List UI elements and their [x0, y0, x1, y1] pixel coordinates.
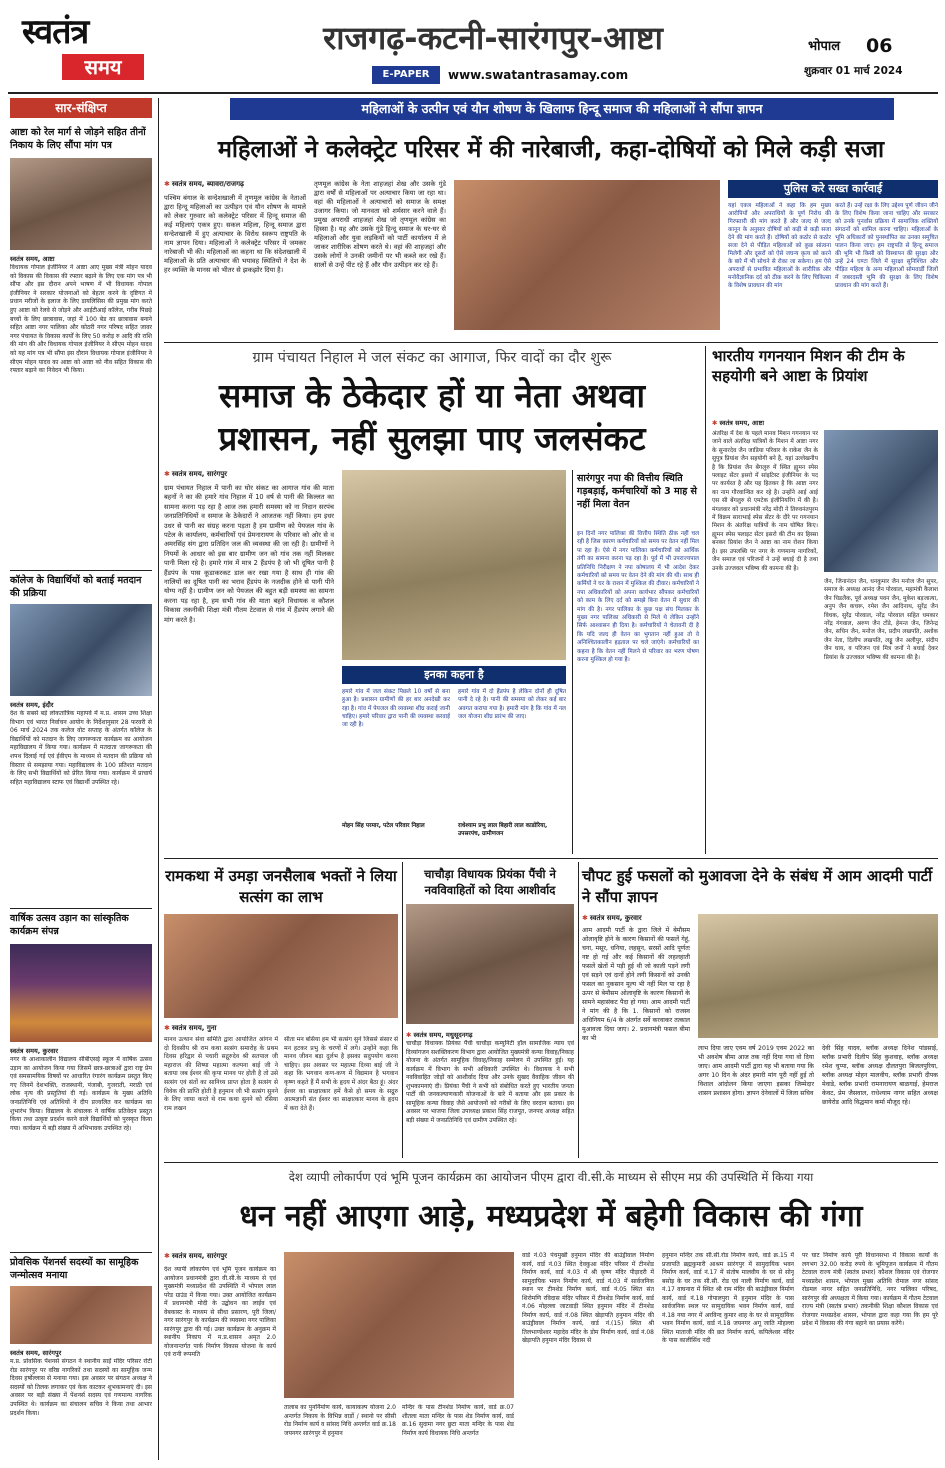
lead-photo — [454, 180, 720, 330]
isro-byline — [712, 418, 912, 427]
chachoda-byline-text: स्वतंत्र समय, मधुसूदनगढ़ — [413, 1031, 473, 1039]
aap-col2: लाभ दिया जाए एवम वर्ष 2019 एवम 2022 का भी अवशेष बीमा आज तक नहीं दिया गया वो दिया जाए। आम आदमी पार्टी द्वारा यह भी बताया गया कि अगर 10 दिन के अंदर हमारी मांग पूरी नहीं हुई तो विशाल आंदोलन किया जाएगा इसका जिम्मेदार शासन प्रशासन होगा। ज्ञापन देनेवालों में जिला सचिव — [698, 1045, 814, 1097]
dev-kicker: देश व्यापी लोकार्पण एवं भूमि पूजन कार्यक्रम का आयोजन पीएम द्वारा वी.सी.के माध्यम से सीएम मप्र की उपस्थिति में किया गया — [288, 1170, 814, 1184]
sidebar-divider — [10, 908, 152, 909]
dev-col2: तालाब का पुनर्निर्माण कार्य, कायाकल्प योजना 2.0 अन्तर्गत निकाय के विभिन्न वार्डो / स्थानो पर सीसी रोड निर्माण कार्य व सांसद निधि अन्तर्गत वार्ड क्र.18 जयनगर सारंगपुर में हनुमान — [284, 1404, 396, 1437]
chachoda-byline — [406, 1030, 574, 1039]
sidebar-item-text: म.प्र. प्रोवसिक पेंशनर्स संगठन ने स्थानीय साईं मंदिर परिसर रोटी रोड सारंगपुर पर वरिष्ठ नागरिकों तथा सदस्यों का सामूहिक जन्म दिवस हर्षोल्लास से मनाया गया। इस अवसर पर संगठन अध्यक्ष ने सदस्यों को तिलक लगाकर एवं केक काटकर शुभकामनाएं दी। इस अवसर पर बड़ी संख्या में पेंशनर्स सदस्य एवं गणमान्य नागरिक उपस्थित थे। कार्यक्रम का संचालन सचिव ने किया तथा आभार प्रदर्शन किया। — [10, 1358, 152, 1417]
lead-side-col2: करते हैं। उन्हें रक्षा के लिए उद्देश्य पूर्ण जीवन जीने के लिए विशेष किया जाना चाहिए और सरकार को उनके पुनर्वास प्रक्रिया में सामाजिक शक्तियों संगठनों को शामिल करना चाहिए। महिलाओं के भूमि अधिकारों को पुनर्स्थापित का उनका समुचित पालन किया जाए। हम राष्ट्रपति से हिन्दू समाज की भूमि भी किसी को विस्थापन की सुरक्षा और उन्हें 24 घण्टा जिले में सुरक्षा सुनिश्चित और पीड़ित महिला के अन्य महिलाओं सोमवार्डी जिलों में जबरदस्ती भूमि की सुरक्षा के लिए विशेष प्रावधान की मांग करते हैं। — [835, 203, 938, 289]
water-quote-head: इनका कहना है — [342, 666, 566, 684]
water-byline — [164, 470, 364, 479]
chachoda-story — [406, 862, 574, 1158]
dev-col4: वार्ड नं.03 पंचमुखी हनुमान मंदिर की बाउंड्रीवाल निर्माण कार्य, वार्ड नं.03 स्थित देवकुआ मंदिर परिसर में टीनशेड निर्माण कार्य, वार्ड नं.03 में श्री कृष्ण मंदिर पीड़ादरी में सामुदायिक भवन निर्माण कार्य, वार्ड नं.03 में सार्वजनिक स्थान पर टीनशेड निर्माण कार्य, वार्ड नं.05 स्थित संत शिरोमणि रविदास मंदिर परिसर में टीनशेड निर्माण कार्य, वार्ड नं.06 मोहल्ला जाटवाड़ी स्थित हनुमान मंदिर में टीनशेड निर्माण कार्य, वार्ड नं.08 स्थित खेड़ापति हनुमान मंदिर की बाउंड्रीवाल निर्माण कार्य, वार्ड नं.(15) स्थित श्री तिलभाण्डेश्वर महादेव मंदिर के डोम निर्माण कार्य, वार्ड नं.08 खेड़ापति हनुमान मंदिर दिवास से — [522, 1252, 654, 1344]
page-number: 06 — [866, 35, 893, 57]
dev-photo — [284, 1252, 514, 1398]
water-quote2-name: राधेश्याम प्रभु लाल बिहारी लाल काडोरिया, उपसरपंच, ग्रामीणजन — [458, 823, 548, 837]
ramkatha-col2: सीता मन बसिया हम भी सत्संग सुने जिससे संसार से मन हटकर प्रभु के चरणों में लगे। उन्होंने कहा कि मानव जीवन बड़ा दुर्लभ है इसका सदुपयोग करना चाहिए। इस अवसर पर महात्मा दिव्या बाई जी ने कहा कि भगवान कण-कण में विद्यमान है भगवान कृष्ण कहते हैं मैं सभी के हृदय में अंदर बैठा हूं। अंदर ईश्वर का साक्षात्कार हमें कैसे हो समय के सद्गुरु आत्मज्ञानी संत ईश्वर का साक्षात्कार मानव के हृदय में करा देते हैं। — [284, 1036, 398, 1112]
chachoda-text: चाचौड़ा विधायक प्रियंका पैंची चाचौड़ा कम्युनिटी हॉल सामाजिक न्याय एवं दिव्यांगजन सशक्तिकरण विभाग द्वारा आयोजित मुख्यमंत्री कन्या विवाह/निकाह योजना के अंतर्गत सामूहिक विवाह/निकाह सम्मेलन में उपस्थित हुई। यह कार्यक्रम में विभाग के सभी अधिकारी उपस्थित थे। विधायक ने सभी नवविवाहित जोड़ों को आशीर्वाद दिया और उनके सुखद वैवाहिक जीवन की शुभकामनाएं दी। प्रियंका पैंची ने सभी को संबोधित करते हुए भारतीय जनता पार्टी की जनकल्याणकारी योजनाओं के बारे में बताया और इस प्रकार के सामूहिक कन्या विवाह जैसे आयोजनों को गरीबों के लिए वरदान बताया। इस अवसर पर भाजपा जिला उपाध्यक्ष प्रकाश सिंह राजपूत, जनपद अध्यक्ष सहित बड़ी संख्या में जनप्रतिनिधि एवं ग्रामीण उपस्थित रहे। — [406, 1040, 574, 1124]
ramkatha-headline: रामकथा में उमड़ा जनसैलाब भक्तों ने लिया सत्संग का लाभ — [165, 867, 397, 906]
sidebar-item-headline: कॉलेज के विद्यार्थियों को बताई मतदान की प्रक्रिया — [10, 575, 142, 599]
ramkatha-photo — [164, 914, 398, 1018]
dev-byline-text: स्वतंत्र समय, सारंगपुर — [171, 1252, 228, 1260]
lead-side-head: पुलिस करे सख्त कार्रवाई — [728, 180, 938, 198]
aap-story — [582, 862, 938, 1158]
aap-col1: आम आदमी पार्टी के द्वारा जिले में बेमौसम ओलावृष्टि होने के कारण किसानों की फसलें गेहूं, चना, मसूर, धनिया, लहसुन, सरसों आदि पूर्णतः नष्ट हो गई और कई किसानों की लहलहाती फसलें खेतों में पड़ी हुई थी जो काली पड़ने लगी एवं सड़ने एवं दानों होने लगी किसानों को उनकी फसल का नुकसान मूल्य भी नहीं मिल पा रहा है ऊपर से बेमौसम ओलावृष्टि के कारण किसानों के सामने महासंकट पैदा हो गया। आम आदमी पार्टी ने मांग की है कि 1. किसानों को राजस्व अधिनियम 6/4 के अंतर्गत सर्वे करवाकर तत्काल मुआवजा दिया जाए। 2. प्रधानमंत्री फसल बीमा का भी — [582, 927, 690, 1042]
dev-col3: मन्दिर के पास टीनशेड निर्माण कार्य, वार्ड क्र.07 शीतला माता मन्दिर के पास शेड निर्माण कार्य, वार्ड क्र.16 सुदामा नगर छुटा माता मन्दिर के पास शेड निर्माण कार्य विधायक निधि अन्तर्गत — [402, 1404, 514, 1437]
logo-top-text: स्वतंत्र — [22, 12, 89, 52]
issue-date: शुक्रवार 01 मार्च 2024 — [804, 65, 903, 77]
lead-story — [164, 98, 938, 338]
sidebar-item-text: नगर के आशाकालीन विद्यालय सीबीएसई स्कूल में वार्षिक उत्सव उड़ान का आयोजन किया गया जिसमें छात्र-छात्राओं द्वारा राष्ट्र प्रेम एवं समसामयिक विषयों पर आधारित रंगारंग कार्यक्रम प्रस्तुत किए गए जिनमें देशभक्ति, राजस्थानी, पंजाबी, गुजराती, मराठी एवं लोक नृत्य की प्रस्तुतियां दी गई। कार्यक्रम के मुख्य अतिथि जनप्रतिनिधि एवं अतिथियों ने दीप प्रज्वलित कर कार्यक्रम का शुभारंभ किया। विद्यालय के संचालक ने वार्षिक प्रतिवेदन प्रस्तुत किया तथा उत्कृष्ट प्रदर्शन करने वाले विद्यार्थियों को पुरस्कृत किया गया। कार्यक्रम में बड़ी संख्या में अभिभावक उपस्थित रहे। — [10, 1056, 152, 1132]
column-rule-chachoda — [402, 862, 403, 1158]
lead-byline-text: स्वतंत्र समय, ब्यावरा/राजगढ़ — [171, 180, 244, 188]
aap-col3: देवी सिंह यादव, ब्लॉक अध्यक्ष दिनेश पांडसाई, ब्लॉक प्रभारी दिलीप सिंह कुशवाह, ब्लॉक अध्यक्ष रमेश चुप्पा, ब्लॉक अध्यक्ष दौलतपुरा बिजलपुरिया, ब्लॉक अध्यक्ष मोहन मालवीय, ब्लॉक प्रभारी दीपक मेवाडे, ब्लॉक प्रभारी रामनारायण बाळगाई, हेमराज केवट, प्रेम जैसवाल, राधेश्याम नागर सहित अध्यक्ष छायेरोड आदि विद्धमान कर्मा मौजूद रहे। — [822, 1045, 938, 1106]
nagarpalika-headline: सारंगपुर नपा की वित्तीय स्थिति गड़बड़ाई, कर्मचारियों को 3 माह से नहीं मिला वेतन — [577, 473, 697, 510]
lead-col1: पश्चिम बंगाल के सन्देशखाली में तृणमूल कांग्रेस के नेताओं द्वारा हिन्दू महिलाओं का उत्पीड़न एवं यौन शोषण के मामले को लेकर गुरुवार को कलेक्ट्रेट परिसर में हिन्दू समाज की कई महिलाएं एकत्र हुए। सकल महिला, हिन्दू समाज द्वारा सन्देशखाली में हुए अत्याचार के विरोध स्वरूप राष्ट्रपति के नाम ज्ञापन दिया। महिलाओं ने कलेक्ट्रेट परिसर में जमकर नारेबाजी भी की। महिलाओं का कहना था कि संदेशखाली में महिलाओं के प्रति अत्याचार की भयावह स्थितियों ने देश के हर व्यक्ति के मानस को भीतर से झकझोर दिया है। — [164, 194, 306, 274]
water-byline-text: स्वतंत्र समय, सारंगपुर — [171, 470, 228, 478]
sidebar-divider — [10, 1252, 152, 1253]
water-quote1: हमारे गांव में जल संकट पिछले 10 वर्षों से बना हुआ है। प्रशासन ग्रामीणों की हर बार अनदेखी कर रहा है। गांव में पेयजल की व्यवस्था शीघ्र कराई जानी चाहिए। हमारे परिवार द्वारा पानी की व्यवस्था करवाई जा रही है। — [342, 689, 450, 729]
column-rule-isro — [705, 346, 706, 854]
water-text: ग्राम पंचायत निहाल में पानी का घोर संकट का आगाज गांव की माता बहनों ने का की हमारे गांव निहाल में 10 वर्ष से पानी की किल्लत का सामना करना पड़ रहा है आज तक हमारी समस्या को ना निदान सरपंच जनप्रतिनिधियों व समाज के ठेकेदारों ने आजतक नहीं किया। हम इधर उधर से पानी का संग्रह करना पड़ता है हम ग्रामीण को पेयजल गांव के पटेल के कार्यालय, कर्मचारियों एवं प्रेमनारायण के परिवार को ओर से व अमरसिंह संग द्वारा प्रतिदिन जल की व्यवस्था की जा रही है। ग्रामीणों ने नियमों के आधार को इस बार ग्रामीण जन को गांव तक नहीं मिलकर पानी मिला रहे है। हमारे गांव में मात्र 2 हैंडपंप है जो भी दूषित पानी है हैंडपंप के पास कूडाकरकट डाल कर रखा गया है साथ ही गांव की नालियों का दूषित पानी का भराव हैंडपंप के नजदीक होने से पानी पीने योग्य नहीं है। ग्रामीण जन को पेयजल की बहुत बड़ी समस्या का सामना करना पड़ रहा है, हम सभी गांव की माता बहने विधायक व कौशल विकास तकनीकी शिक्षा मंत्री गौतम टेटवाल से गांव में हैंडपंप लगाने की मांग करते है। — [164, 484, 334, 624]
water-headline: समाज के ठेकेदार हों या नेता अथवा प्रशासन, नहीं सुलझा पाए जलसंकट — [218, 376, 646, 458]
masthead-divider — [8, 92, 938, 94]
chachoda-photo — [406, 904, 574, 1024]
sidebar-item-text: विधायक गोपाल इंजीनियर ने आष्टा आए मुख्य मंत्री मोहन यादव को विकास की विकास की रफ्तार बढ़ाने के लिए एक मांग पत्र भी सौंपा और इस दौरान अपने भाषण में भी विधायक गोपाल इंजीनियर ने सरकार योजनाओं को बेहतर करने के दृष्टिगत में प्रधान मरीजों के इलाज के लिए डायलिसिस की प्रमुख मांग करते हुए आष्टा को रेलवे से जोड़ने और आईटीआई कॉलेज, गरीब पिछड़े बच्चों के लिए छात्रावास, जहां में 100 बेड का छात्रावास बनाने सहित आष्टा नगर पालिका और कोठरी नगर परिषद सहित जावर नगर पंचायत के विकास कार्यों के लिए 50 करोड़ रु आदि की राशि की मांग की और विधायक गोपाल इंजीनियर ने सीएम मोहन यादव को यह मांग पत्र भी सौंपा इस दौरान विधायक गोपाल इंजीनियर ने सीएम मोहन यादव का आष्टा को आष्टा को नीव सहित विकास की रफ्तार बढ़ाने का निवेदन भी किया। — [10, 264, 152, 375]
sidebar-photo-stage — [10, 944, 152, 1042]
sidebar-item-byline: स्वतंत्र समय, इंदौर — [10, 701, 54, 709]
byline-star-icon: ✱ — [406, 1031, 412, 1039]
water-quote2: हमारे गांव में दो हैंडपंप है लेकिन दोनों ही दूषित पानी दे रहे है। पानी की समस्या को लेकर कई बार अवगत कराया गया है। हमारी मांग है कि गांव में नल जल योजना शीघ्र प्रारंभ की जाए। — [458, 689, 566, 720]
ramkatha-col1: मानव उत्थान सेवा समिति द्वारा आयोजित आंगन में दो दिवसीय श्री राम कथा सत्संग समारोह के प्रथम दिवस हरिद्वार से पधारी सद्गुरुदेव श्री सतपाल जी महाराज की शिष्या महात्मा कल्पना बाई जी ने बताया जब ईश्वर की कृपा मानव पर होती है तो उसे सत्संग एवं संतों का सानिध्य प्राप्त होता है सत्संग से विवेक की प्राप्ति होती है हनुमान जी भी सत्संग सुनने के लिए जाया करते थे राम कथा सुनने को रसिया राम लखन — [164, 1036, 278, 1112]
lead-col2: तृणमूल कांग्रेस के नेता शाहजहां शेख और उसके गुंडे द्वारा वर्षों से महिलाओं पर अत्याचार किया जा रहा था। वहां की महिलाओं ने अत्याचारों को समाज के समक्ष उजागर किया। जो मानवता को शर्मसार करने वाले हैं। प्रमुख अपराधी शाहजहां शेख जो तृणमूल कांग्रेस का हिस्सा है। यह और उसके गुंडे हिन्दू समाज के घर-घर से महिलाओं और युवा लड़कियों को पार्टी कार्यालय में ले जाकर शारीरिक शोषण करते थे। वहां की शाहजहां और उसके लोगों ने उनकी जमीनों पर भी कब्जे कर रखे हैं। सालों से उन्हें पीट रहे हैं और यौन उत्पीड़न कर रहे हैं। — [314, 180, 446, 269]
aap-headline: चौपट हुई फसलों को मुआवजा देने के संबंध में आम आदमी पार्टी ने सौंपा ज्ञापन — [582, 867, 933, 906]
epaper-label: E-PAPER — [372, 66, 440, 84]
isro-photo — [824, 430, 938, 572]
aap-byline-text: स्वतंत्र समय, कुरवार — [589, 914, 642, 922]
byline-star-icon: ✱ — [712, 419, 718, 427]
lead-banner: महिलाओं के उत्पीन एवं यौन शोषण के खिलाफ हिन्दू समाज की महिलाओं ने सौंपा ज्ञापन — [230, 98, 894, 120]
dev-headline: धन नहीं आएगा आड़े, मध्यप्रदेश में बहेगी विकास की गंगा — [239, 1199, 863, 1234]
website-link[interactable]: www.swatantrasamay.com — [448, 68, 629, 82]
isro-byline-text: स्वतंत्र समय, आष्टा — [719, 419, 765, 427]
ramkatha-byline — [164, 1024, 364, 1033]
water-kicker: ग्राम पंचायत निहाल मे जल संकट का आगाज, फिर वादों का दौर शुरू — [252, 350, 612, 366]
nagarpalika-text: इन दिनों नगर पालिका की वित्तीय स्थिति ठीक नहीं चल रही है जिस कारण कर्मचारियों को समय पर वेतन नहीं मिल पा रहा है। ऐसे में नगर पालिका कर्मचारियों को आर्थिक तंगी का सामना करना पड़ रहा है। पूर्व में भी उपराज्यपाल प्रतिनिधि निरीक्षण ने नपा कोषालय में भी आदेश देकर कर्मचारियों को समय पर वेतन देने की मांग की थी। साथ ही कर्मियों ने घर के राशन में मुश्किल की दीवार। कर्मचारियों ने नपा अधिकारियों को अपना कार्यभार सौंपकर कर्मचारियों को काम के लिए दर्द को समझे बिना वेतन में सुधार की मांग की है। नगर पालिका के कुछ पक्ष संघ मिलकर के मुख्य नगर पालिका अधिकारी से मिले थे लेकिन उन्होंने सिर्फ आश्वासन ही दिया है। कर्मचारियों ने चेतावनी दी है कि यदि जल्द ही वेतन का भुगतान नहीं हुआ तो वे अनिश्चितकालीन हड़ताल पर चले जाएंगे। कर्मचारियों का कहना है कि वेतन नहीं मिलने से परिवार का भरण पोषण करना मुश्किल हो गया है। — [577, 531, 699, 664]
sidebar-column-rule — [158, 98, 159, 1460]
dev-col6: पर घाट निर्माण कार्य पूरी विधानसभा में विकास कार्यों के लगभग 32.00 करोड़ रुपये के भूमिपूजन कार्यक्रम में गौतम टेटवाल राज्य मंत्री (स्वतंत्र प्रभार) कौशल विकास एवं रोजगार मध्यप्रदेश शासन, भोपाल मुख्य अतिथि रोमाल नगर सांसद रोडमल नागर सहित जनप्रतिनिधि, नगर पालिका परिषद, सारंगपुर की अध्यक्षता में किया गया। कार्यक्रम में गौतम टेटवाल राज्य मंत्री (स्वतंत्र प्रभार) तकनीकी शिक्षा कौशल विकास एवं रोजगार मध्यप्रदेश शासन, भोपाल द्वारा कहा गया कि हम पूरे प्रदेश में विकास की गंगा बहाने का प्रयास करेंगे। — [802, 1252, 938, 1327]
sidebar-photo-pensioners — [10, 1286, 152, 1344]
city-label: भोपाल — [808, 39, 841, 54]
sidebar — [10, 98, 152, 1460]
water-photo — [342, 470, 566, 660]
edition-title: राजगढ़-कटनी-सारंगपुर-आष्टा — [323, 19, 663, 57]
sidebar-item-byline: स्वतंत्र समय, कुरवार — [10, 1047, 59, 1055]
sidebar-item-byline: स्वतंत्र समय, सारंगपुर — [10, 1349, 62, 1357]
byline-star-icon: ✱ — [582, 914, 588, 922]
masthead — [0, 0, 945, 92]
ramkatha-story — [164, 862, 398, 1158]
byline-star-icon: ✱ — [164, 180, 170, 188]
sidebar-photo-college — [10, 604, 152, 696]
isro-headline: भारतीय गगनयान मिशन की टीम के सहयोगी बने आष्टा के प्रियांश — [712, 347, 905, 385]
dev-story — [164, 1166, 938, 1460]
nagarpalika-story — [572, 470, 698, 854]
dev-divider — [164, 1162, 938, 1163]
isro-text: अंतरिक्ष में देश के पहले मानव मिशन गगनयान पर जाने वाले अंतरिक्ष यात्रियों के मिशन में आष्टा नगर के सुनारदेव जैन जाडिया परिवार के राकेश जैन के सुपुत्र प्रियांश जैन सहयोगी बने है, यहां उल्लेखनीय है कि प्रियांश जैन बेंगलुरु में स्थित ह्यूमन स्पेस फ्लाइट सेंटर इसरो में सांइटिस्ट इंजीनियर के पद पर कार्यरत है और यह हितकर है कि आष्टा नगर का नाम गौरवान्वित कर रहे है। उन्होंने आई आई एस सी बेंगलुरु से एमटेक इंजीनियरिंग में की है। मंगलवार को प्रधानमंत्री नरेंद्र मोदी ने तिरुवनंतपुरम में विक्रम साराभाई स्पेस सेंटर के दौरे पर गगनयान मिशन के अंतरिक्ष यात्रियों के नाम घोषित किए। ह्यूमन स्पेस फ्लाइट सेंटर इसरो की टीम का हिस्सा बनकर प्रियांश जैन ने आष्टा का नाम रोशन किया है। इस उपलब्धि पर नगर के गणमान्य नागरिकों, जैन समाज एवं परिजनों ने उन्हें बधाई दी है तथा उनके उज्जवल भविष्य की कामना की है। — [712, 431, 818, 572]
lead-side-col1: यहां एकत्र महिलाओं ने कहा कि हम मुख्य आरोपियों और अपराधियों के पूर्ण निरोध की गिरफ्तारी की मांग करते हैं और जल्द से जल्द कानून के अनुसार दोषियों को कड़ी से कड़ी सजा देने की मांग करते हैं। दोषियों को कठोर से कठोर सजा देने से पीड़ित महिलाओं को कुछ सांत्वना मिलेगी और दूसरों को ऐसे जघन्य कृत्य को करने के बारे में भी सोचने से रोका जा सकेगा। हम ऐसे अपराधों से प्रभावित महिलाओं के शारीरिक और मनोवैज्ञानिक दर्द को ठीक करने के लिए चिकित्सा के विशेष प्रावधान की मांग — [728, 203, 831, 289]
water-quote1-name: मोहन सिंह परमार, पटेल परिवार निहाल — [342, 823, 425, 829]
column-rule-aap — [578, 862, 579, 1158]
dev-col5: हनुमान मन्दिर तक सी.सी.रोड निर्माण कार्य, वार्ड क्र.15 में प्रजापति ब्रह्मकुमारी आश्रम सारंगपुर में सामुदायिक भवन निर्माण कार्य, वार्ड नं.17 में संतोष मालवीय के घर से सोनू बसोड़ के घर तक सी.सी. रोड एवं नाली निर्माण कार्य, वार्ड नं.17 वाघनारा में स्थित श्री राम मंदिर की बाउंड्रीवाल निर्माण कार्य, वार्ड नं.18 गोपालपुरा में हनुमान मंदिर के पास सार्वजनिक स्थल पर सामुदायिक भवन निर्माण कार्य, वार्ड नं.18 नया नगर में अरविन्द कुमार शाह के घर से सामुदायिक भवन निर्माण कार्य, वार्ड नं.18 जयनगर अगू जाति मोहल्ला स्थित माताजी मंदिर की छत निर्माण कार्य, कपिलेश्वर मंदिर के पास कालीसिंध नदी — [662, 1252, 794, 1344]
epaper-bar — [372, 66, 772, 84]
isro-names: जैन, जिनानंदन जैन, धनकुमार जैन मनोज जैन सुपर, समाज के अध्यक्ष आनंद जैन पोरवाल, महामंत्री कैलाश जैन चिडलैक, पूर्व अध्यक्ष पवन जैन, मुकेश बड़जात्या, अनुप जैन कचरू, रमेश जैन आदिनाथ, सुरेंद्र जैन विधक, सुरेंद्र पोरवाल, नरेंद्र पोरवाल सहित धमकार नरेंद्र गंगवाल, अरुण जैन टोंडे, हेमन्त जैन, जिनेन्द्र जैन, सचिन जैन, मनोज जैन, प्रदीप लखपति, अशोक जैन नेता, दिलीप लखपति, लड्डू जैन अलीपुर, संदीप जैन घाय, व परिजन एवं मित्र जनों ने बधाई देकर प्रियांश के उज्जवल भविष्य की कामना की है। — [824, 579, 938, 661]
byline-star-icon: ✱ — [164, 1024, 170, 1032]
chachoda-headline: चाचौड़ा विधायक प्रियंका पैंची ने नवविवाहितों को दिया आशीर्वाद — [424, 867, 556, 897]
logo — [22, 12, 150, 82]
dev-col1: देश व्यापी लोकार्पण एवं भूमि पूजन कार्यक्रम का आयोजन प्रधानमंत्री द्वारा वी.सी.के माध्यम से एवं मुख्यमंत्री मध्यप्रदेश की उपस्थिति में भोपाल लाल परेड ग्राउंड में किया गया। उक्त आयोजित कार्यक्रम में प्रधानमंत्री मोदी के उद्बोधन का लाईव एवं वेबकास्ट के माध्यम से सीधा प्रसारण, पूरी जिला/नगर सारंगपुर के कार्यक्रम की व्यवस्था नगर पालिका सारंगपुर द्वारा की गई। उक्त कार्यक्रम के अनुक्रम में स्थानीय निकाय में म.प्र.शासन अमृत 2.0 योजनान्तर्गत पार्क निर्माण विकास योजना के कार्य एवं रानी रूपमति — [164, 1266, 276, 1358]
sidebar-photo-ashta — [10, 158, 152, 250]
aap-photo — [698, 914, 938, 1038]
sidebar-item-text: देश के सबसे बड़े लोकतांत्रिक महापर्व में म.प्र. शासन उच्च शिक्षा विभाग एवं भारत निर्वाचन आयोग के निर्देशानुसार 28 फरवरी से 06 मार्च 2024 तक कलेज वोट सप्ताह के अंतर्गत कॉलेज के विद्यार्थियों को मतदान के लिए जागरूकता कार्यक्रम का आयोजन महाविद्यालय में किया गया। कार्यक्रम में मतदाता जागरूकता की शपथ दिलाई गई एवं ईवीएम के माध्यम से मतदान की प्रक्रिया को विस्तार से समझाया गया। महाविद्यालय के 100 प्रतिशत मतदान के लिए सभी विद्यार्थियों को प्रेरित किया गया। कार्यक्रम में प्राचार्य सहित महाविद्यालय स्टाफ एवं विद्यार्थी उपस्थित रहे। — [10, 710, 152, 786]
sidebar-item-headline: प्रोवसिक पेंशनर्स सदस्यों का सामूहिक जन्मोत्सव मनाया — [10, 1257, 139, 1281]
logo-bottom-text: समय — [84, 55, 122, 79]
mid-divider — [164, 858, 938, 859]
page-info — [800, 34, 940, 86]
lead-divider — [164, 342, 938, 343]
lead-headline: महिलाओं ने कलेक्ट्रेट परिसर में की नारेबाजी, कहा-दोषियों को मिले कड़ी सजा — [217, 135, 885, 163]
sidebar-item-byline: स्वतंत्र समय, आष्टा — [10, 255, 55, 263]
sidebar-divider — [10, 570, 152, 571]
sidebar-item-headline: आष्टा को रेल मार्ग से जोड़ने सहित तीनों निकाय के लिए सौंपा मांग पत्र — [10, 127, 146, 151]
isro-story — [712, 346, 938, 854]
sidebar-item-headline: वार्षिक उत्सव उड़ान का सांस्कृतिक कार्यक्रम संपन्न — [10, 913, 129, 937]
sidebar-header: सार-संक्षिप्त — [10, 98, 152, 118]
byline-star-icon: ✱ — [164, 1252, 170, 1260]
ramkatha-byline-text: स्वतंत्र समय, गुना — [171, 1024, 217, 1032]
byline-star-icon: ✱ — [164, 470, 170, 478]
